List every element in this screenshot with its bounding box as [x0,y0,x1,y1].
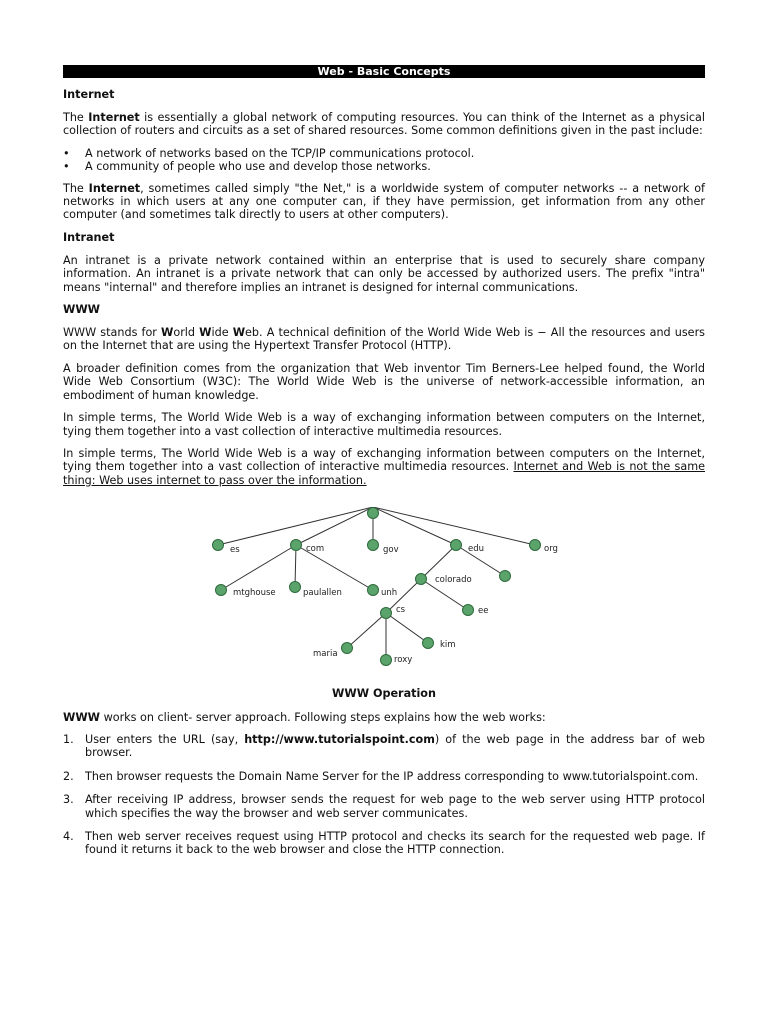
tree-label-kim: kim [440,640,456,651]
www-paragraph-1: WWW stands for World Wide Web. A technical definition of the World Wide Web is − All the resources and users on the Internet that are using the Hypertext Transfer Protocol (HTTP). [63,326,705,353]
domain-tree-diagram [63,507,705,683]
tree-node-colorado [416,574,427,585]
tree-node-roxy [381,655,392,666]
tree-label-mtghouse: mtghouse [233,588,276,599]
internet-definitions-list [63,147,705,174]
operation-intro: WWW works on client- server approach. Following steps explains how the web works: [63,710,546,724]
tree-label-paulallen: paulallen [303,588,342,599]
operation-steps-list [63,733,705,857]
tree-edges [218,507,535,660]
internet-paragraph-2: The Internet, sometimes called simply "the Net," is a worldwide system of computer networks -- a network of networks in which users at any one computer can, if they have permission, get information from any other computer (and sometimes talk directly to users at other computers). [63,181,705,222]
www-paragraph-4: In simple terms, The World Wide Web is a way of exchanging information between computers on the Internet, tying them together into a vast collection of interactive multimedia resources. Internet and Web is not the same thing: Web uses internet to pass over the information. [63,446,706,487]
tree-label-com: com [306,544,325,555]
internet-paragraph-1: The Internet is essentially a global network of computing resources. You can think of the Internet as a physical collection of routers and circuits as a set of shared resources. Some common definitions given in the past include: [63,111,705,138]
tree-node-ee [463,605,474,616]
tree-node-edu-child [500,571,511,582]
tree-label-cs: cs [396,605,406,616]
tree-label-ee: ee [478,606,489,617]
list-item: 4. Then web server receives request using HTTP protocol and checks its search for the requested web page. If found it returns it back to the web browser and close the HTTP connection. [63,829,705,857]
intranet-heading: Intranet [63,230,115,244]
tree-node-mtghouse [216,585,227,596]
tree-label-edu: edu [468,544,485,555]
tree-node-unh [368,585,379,596]
tree-label-es: es [230,545,240,556]
domain-tree-figure [63,507,705,683]
tree-label-roxy: roxy [394,655,413,666]
tree-label-maria: maria [313,649,338,660]
list-item: 1. User enters the URL (say, http://www.tutorialspoint.com) of the web page in the address bar of web browser. [63,732,705,760]
tree-node-edu [451,540,462,551]
tree-node-cs [381,608,392,619]
tree-label-gov: gov [383,545,399,556]
list-item: 2. Then browser requests the Domain Name Server for the IP address corresponding to www.tutorialspoint.com. [63,769,699,783]
tree-label-org: org [544,544,558,555]
tree-node-root [368,508,379,519]
tree-label-colorado: colorado [435,575,472,586]
page-title: Web - Basic Concepts [63,65,705,78]
tree-node-gov [368,540,379,551]
tree-node-kim [423,638,434,649]
figure-caption: WWW Operation [332,687,436,701]
tree-node-org [530,540,541,551]
internet-heading: Internet [63,88,115,101]
www-paragraph-3: In simple terms, The World Wide Web is a way of exchanging information between computers on the Internet, tying them together into a vast collection of interactive multimedia resources. [63,411,705,438]
list-item: 3. After receiving IP address, browser sends the request for web page to the web server using HTTP protocol which specifies the way the browser and web server communicates. [63,793,705,820]
www-heading: WWW [63,303,101,317]
tree-node-paulallen [290,582,301,593]
tree-label-unh: unh [381,588,398,599]
list-item: • A network of networks based on the TCP/IP communications protocol. [63,147,705,160]
list-item: • A community of people who use and develop those networks. [63,160,705,173]
www-paragraph-2: A broader definition comes from the organization that Web inventor Tim Berners-Lee helped found, the World Wide Web Consortium (W3C): The World Wide Web is the universe of network-accessible information, an embodiment of human knowledge. [63,361,705,402]
tree-node-es [213,540,224,551]
tree-node-com [291,540,302,551]
document-page [63,65,705,867]
intranet-paragraph: An intranet is a private network contained within an enterprise that is used to securely share company information. An intranet is a private network that can only be accessed by authorized users. The prefix "intra" means "internal" and therefore implies an intranet is designed for internal communications. [63,253,705,294]
tree-node-maria [342,643,353,654]
